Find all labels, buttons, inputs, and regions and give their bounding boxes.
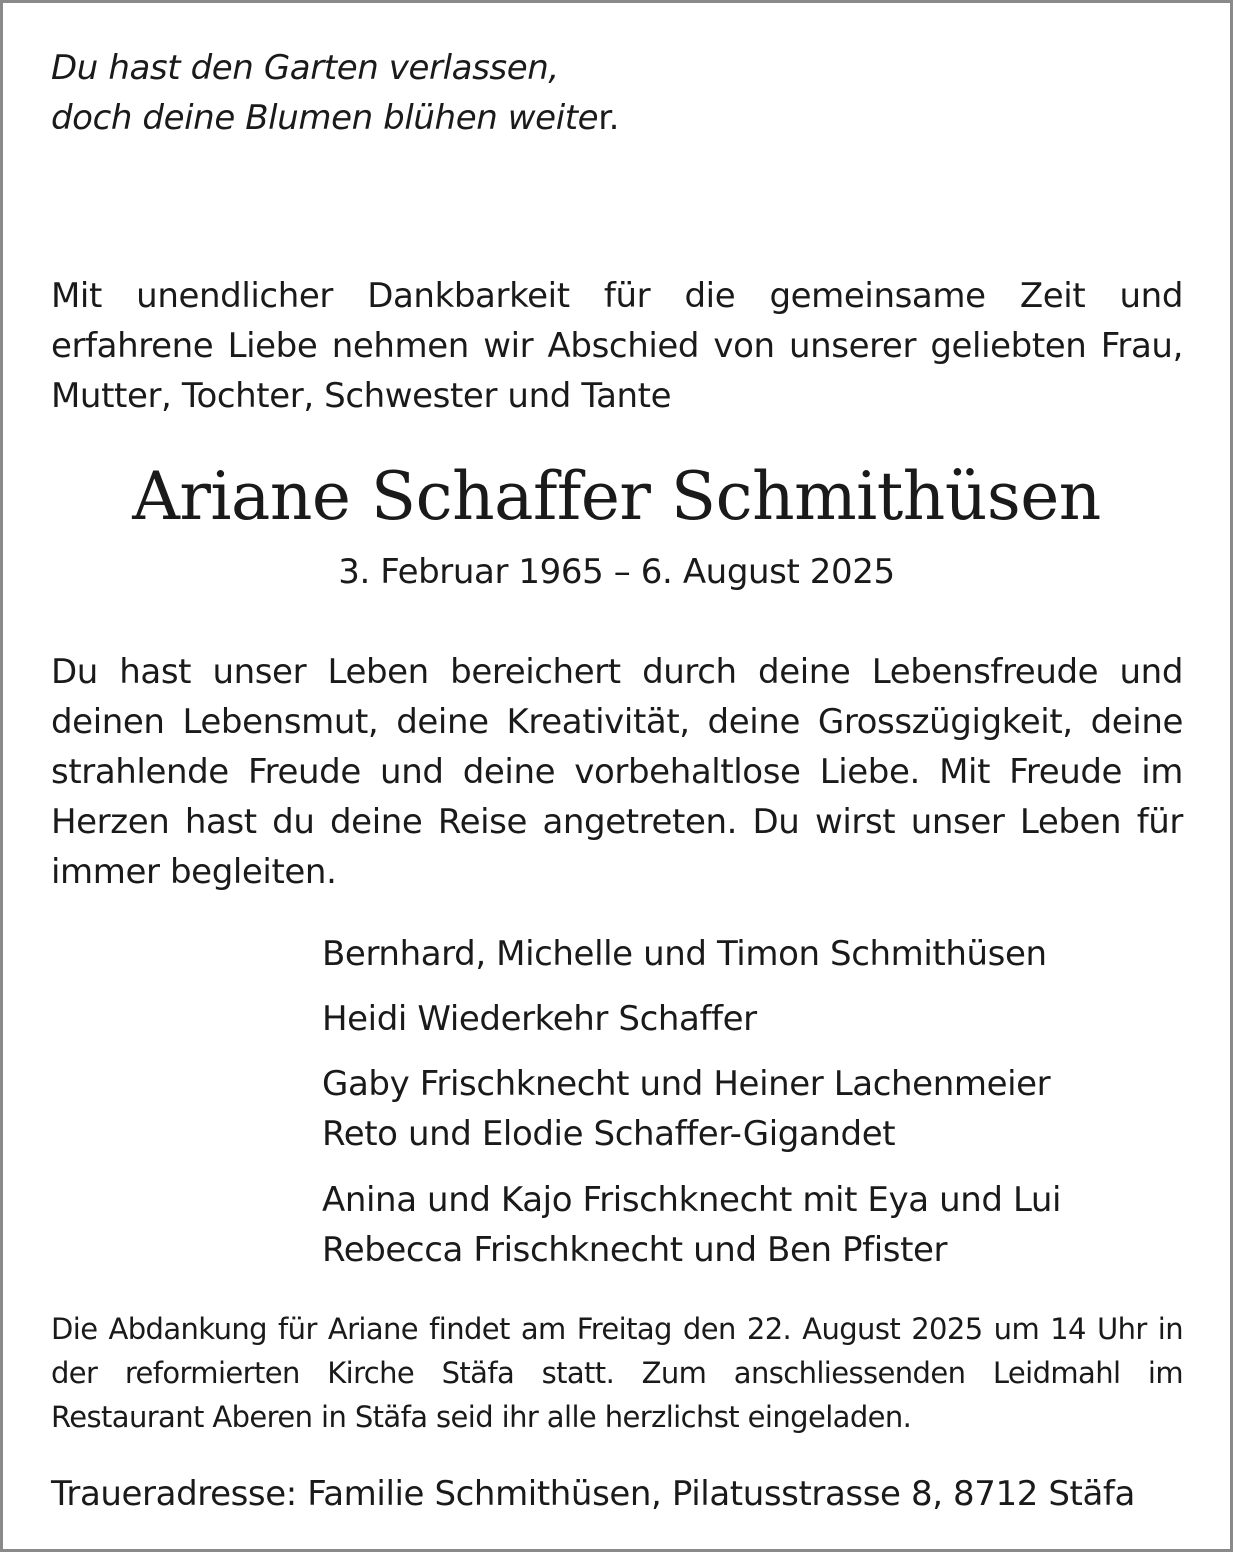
intro-paragraph: Mit unendlicher Dankbarkeit für die gemeinsame Zeit und erfahrene Liebe nehmen wir Abschied von unserer geliebten Frau, Mutter, Tochter, Schwester und Tante bbox=[51, 276, 1183, 416]
family-line: Bernhard, Michelle und Timon Schmithüsen bbox=[322, 934, 1047, 974]
family-line: Rebecca Frischknecht und Ben Pfister bbox=[322, 1230, 948, 1270]
mourning-address: Traueradresse: Familie Schmithüsen, Pilatusstrasse 8, 8712 Stäfa bbox=[51, 1474, 1135, 1514]
motto-line-2 bbox=[51, 93, 1151, 143]
family-line: Heidi Wiederkehr Schaffer bbox=[322, 999, 757, 1039]
family-group-1 bbox=[322, 929, 1202, 979]
family-line: Reto und Elodie Schaffer-Gigandet bbox=[322, 1114, 896, 1154]
family-group-4 bbox=[322, 1175, 1202, 1275]
motto-verse bbox=[51, 43, 1151, 143]
life-dates: 3. Februar 1965 – 6. August 2025 bbox=[338, 552, 895, 592]
service-announcement: Die Abdankung für Ariane findet am Freitag den 22. August 2025 um 14 Uhr in der reformierten Kirche Stäfa statt. Zum anschliessenden Leidmahl im Restaurant Aberen in Stäfa seid ihr alle herzlichst eingeladen. bbox=[51, 1312, 1183, 1434]
motto-line-1: Du hast den Garten verlassen, bbox=[51, 48, 559, 88]
motto-line-2-end: r. bbox=[598, 98, 620, 138]
family-group-3 bbox=[322, 1059, 1202, 1159]
family-line: Anina und Kajo Frischknecht mit Eya und Lui bbox=[322, 1180, 1062, 1220]
motto-line-2-italic: doch deine Blumen blühen weite bbox=[51, 98, 599, 138]
deceased-name: Ariane Schaffer Schmithüsen bbox=[132, 458, 1101, 535]
family-group-2 bbox=[322, 994, 1202, 1044]
family-line: Gaby Frischknecht und Heiner Lachenmeier bbox=[322, 1064, 1051, 1104]
tribute-paragraph: Du hast unser Leben bereichert durch deine Lebensfreude und deinen Lebensmut, deine Kreativität, deine Grosszügigkeit, deine strahlende Freude und deine vorbehaltlose Liebe. Mit Freude im Herzen hast du deine Reise angetreten. Du wirst unser Leben für immer begleiten. bbox=[51, 652, 1183, 892]
